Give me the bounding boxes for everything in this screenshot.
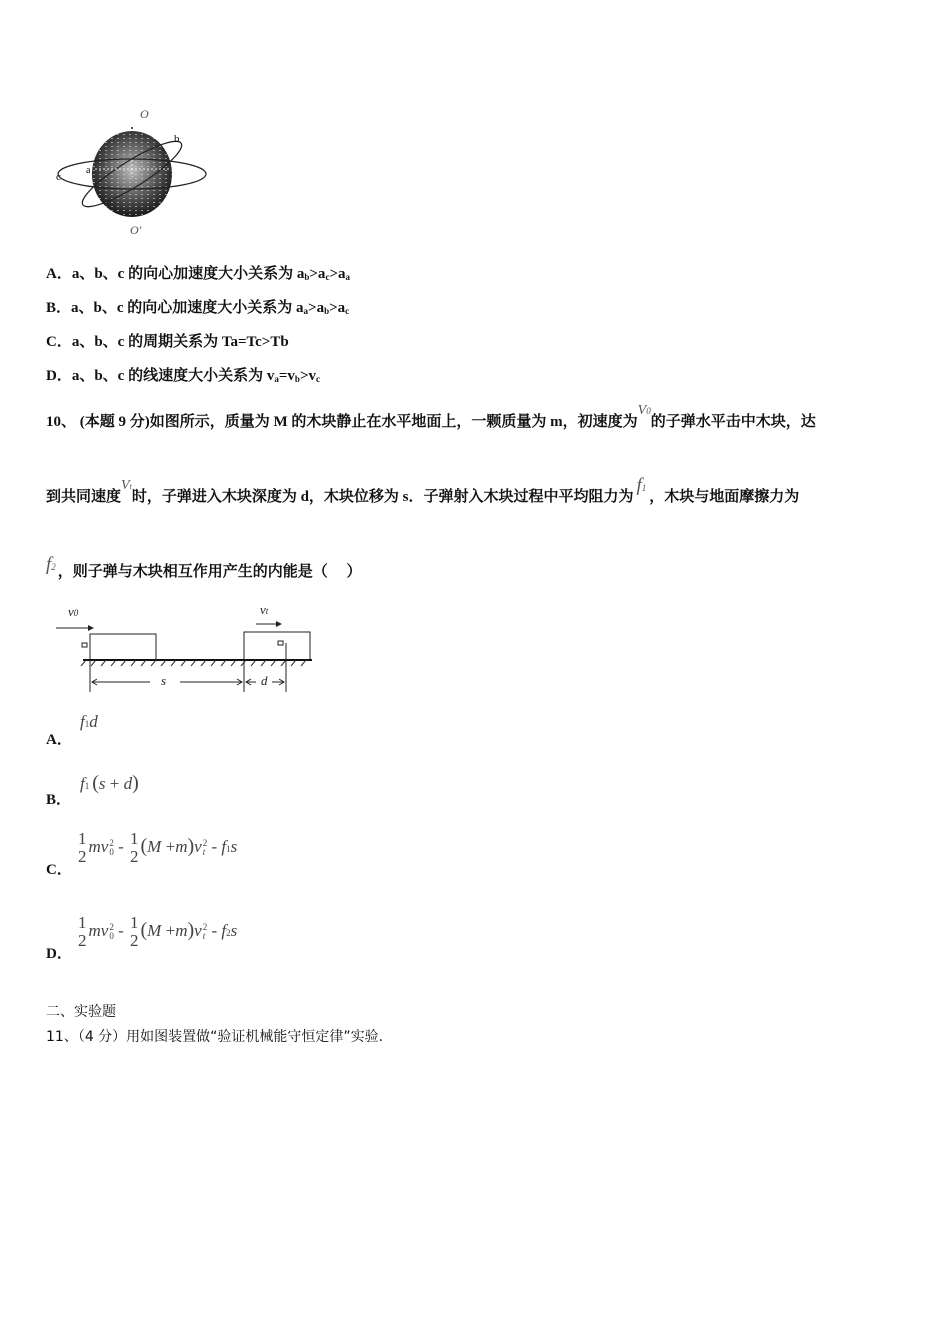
q10-option-c[interactable]: C． 1 2 mv 2 0 - 1 2 (M +m)v 2 t - f1s — [46, 829, 238, 878]
v0-label: v0 — [68, 604, 79, 619]
q10-option-d[interactable]: D． 1 2 mv 2 0 - 1 2 (M +m)v 2 t - f2s — [46, 913, 238, 962]
q10-stem-line3: f2 ，则子弹与木块相互作用产生的内能是（ ） — [46, 554, 362, 580]
q9-option-d[interactable]: D．a、b、c 的线速度大小关系为 $v_a=v_b>v_c$ — [46, 368, 320, 384]
q10-option-a[interactable]: A． f1d — [46, 712, 98, 748]
orbit-label-b: b — [174, 133, 180, 145]
q11-stem: 11、（4 分）用如图装置做“验证机械能守恒定律”实验. — [46, 1029, 384, 1045]
orbit-label-c: c — [56, 171, 61, 183]
q10-stem-line2: 到共同速度Vt时，子弹进入木块深度为 d，木块位移为 s．子弹射入木块过程中平均阻力为f1，木块与地面摩擦力为 — [46, 475, 800, 505]
vt-label: vt — [260, 602, 269, 617]
axis-label-top: O — [140, 107, 149, 121]
option-b-expression: f1 (s + d) — [80, 772, 139, 794]
q9-option-b[interactable]: B．a、b、c 的向心加速度大小关系为 $a_a>a_b>a_c$ — [46, 300, 350, 316]
q10-option-b[interactable]: B． f1 (s + d) — [46, 772, 139, 808]
d-label: d — [261, 673, 268, 688]
axis-label-bottom: O' — [130, 223, 142, 237]
earth-orbit-figure — [50, 105, 215, 240]
bullet-block-figure — [50, 600, 320, 695]
q9-option-a[interactable]: A．a、b、c 的向心加速度大小关系为 $a_b>a_c>a_a$ — [46, 266, 350, 282]
q9-option-c[interactable]: C．a、b、c 的周期关系为 Ta=Tc>Tb — [46, 334, 289, 350]
option-a-expression: f1d — [80, 712, 98, 731]
option-c-expression: 1 2 mv 2 0 - 1 2 (M +m)v 2 t - f1s — [78, 829, 238, 866]
option-d-expression: 1 2 mv 2 0 - 1 2 (M +m)v 2 t - f2s — [78, 913, 238, 950]
q10-stem-line1: 10、 (本题 9 分)如图所示，质量为 M 的木块静止在水平地面上，一颗质量为 m，初速度为V0的子弹水平击中木块，达 — [46, 403, 816, 430]
section-title-experiment: 二、实验题 — [46, 1004, 116, 1020]
s-label: s — [161, 673, 167, 688]
orbit-label-a: a — [86, 165, 91, 176]
